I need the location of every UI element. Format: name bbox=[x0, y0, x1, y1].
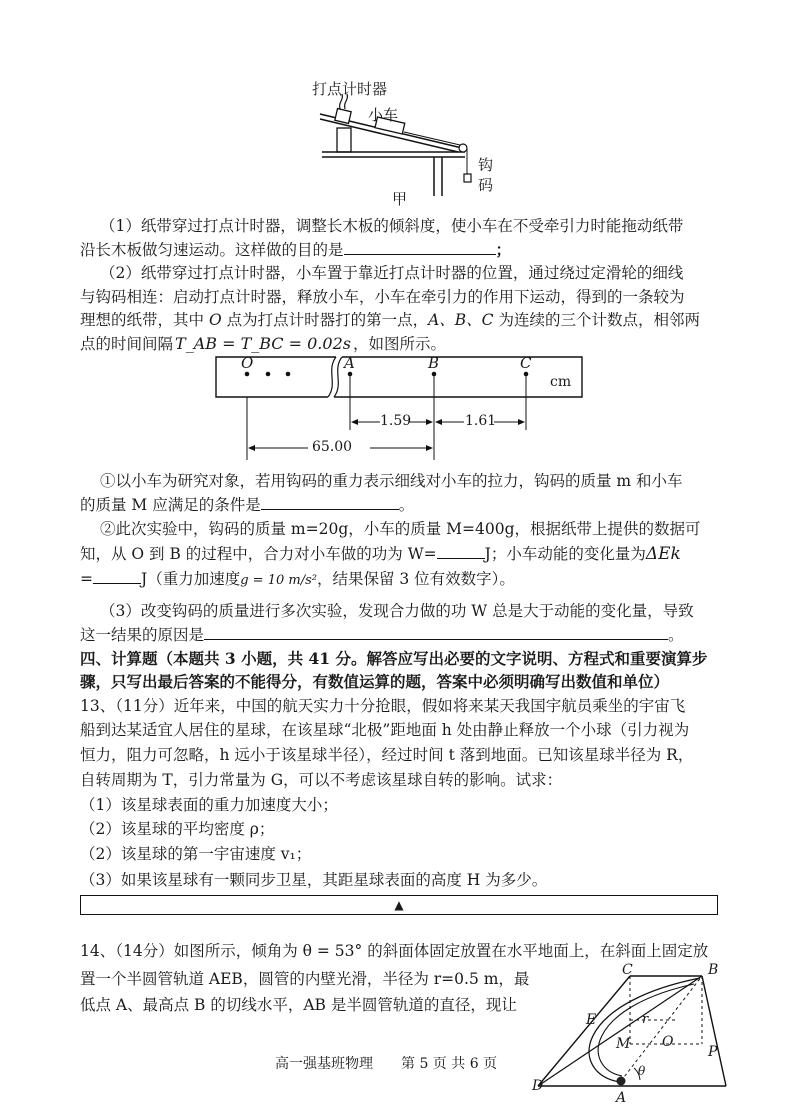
q12-s2-line2: 知，从 O 到 B 的过程中，合力对小车做的功为 W= J；小车动能的变化量为ΔEk bbox=[80, 544, 681, 564]
q13-item3: （2）该星球的第一宇宙速度 v₁； bbox=[80, 845, 312, 863]
q12-s1-line1: ①以小车为研究对象，若用钩码的重力表示细线对小车的拉力，钩码的质量 m 和小车 bbox=[100, 472, 683, 490]
string bbox=[404, 132, 460, 145]
fig-label-O: O bbox=[662, 1034, 674, 1050]
diagonal-DB bbox=[538, 976, 702, 1086]
fig-label-E: E bbox=[586, 1012, 597, 1028]
q13-item2: （2）该星球的平均密度 ρ； bbox=[80, 820, 275, 838]
fig-label-A: A bbox=[616, 1090, 627, 1106]
fig-label-C: C bbox=[622, 962, 633, 978]
dist-BC: 1.61 bbox=[465, 413, 497, 429]
tape-label-B: B bbox=[428, 354, 440, 372]
q12-p2-line3: 理想的纸带，其中 O 点为打点计时器打的第一点，A、B、C 为连续的三个计数点，相邻两 bbox=[80, 311, 700, 329]
fig-label-B: B bbox=[708, 962, 719, 978]
fig-label-D: D bbox=[532, 1078, 544, 1094]
label-cart: 小车 bbox=[368, 106, 399, 124]
page-footer: 高一强基班物理 第 5 页 共 6 页 bbox=[275, 1056, 498, 1072]
q13-line4: 自转周期为 T，引力常量为 G，可以不考虑该星球自转的影响。试求： bbox=[80, 771, 563, 789]
q12-p2-line4: 点的时间间隔 T_AB = T_BC = 0.02s ，如图所示。 bbox=[80, 334, 446, 353]
q13-line2: 船到达某适宜人居住的星球，在该星球“北极”距地面 h 处由静止释放一个小球（引力视为 bbox=[80, 721, 690, 739]
q12-s2-line1: ②此次实验中，钩码的质量 m=20g，小车的质量 M=400g，根据纸带上提供的数据可 bbox=[100, 520, 701, 538]
dot bbox=[286, 372, 291, 377]
dist-AB: 1.59 bbox=[380, 413, 412, 429]
fig-label-theta: θ bbox=[638, 1064, 646, 1078]
dashed-AB bbox=[621, 976, 702, 1081]
q13-line3: 恒力，阻力可忽略，h 远小于该星球半径），经过时间 t 落到地面。已知该星球半径为 R， bbox=[80, 746, 694, 764]
label-weight: 码 bbox=[478, 176, 494, 194]
answer-blank[interactable] bbox=[261, 495, 399, 510]
q12-p3-line1: （3）改变钩码的质量进行多次实验，发现合力做的功 W 总是大于动能的变化量，导致 bbox=[100, 602, 694, 620]
answer-marker: ▲ bbox=[394, 898, 404, 912]
tape-unit: cm bbox=[550, 374, 572, 390]
q12-s1-line2: 的质量 M 应满足的条件是 。 bbox=[80, 496, 415, 514]
section4-heading-line1: 四、计算题（本题共 3 小题，共 41 分。解答应写出必要的文字说明、方程式和重要演算步 bbox=[80, 649, 708, 668]
slope-line bbox=[538, 976, 630, 1086]
tape-label-O: O bbox=[241, 354, 254, 372]
figure-caption: 甲 bbox=[392, 190, 408, 208]
paper-tape-svg bbox=[210, 352, 590, 462]
q13-line1: 13、（11分）近年来，中国的航天实力十分抢眼，假如将来某天我国宇航员乘坐的宇宙飞 bbox=[80, 697, 686, 715]
ball bbox=[617, 1077, 626, 1086]
figure-incline-semicircle bbox=[530, 964, 730, 1107]
q14-line3: 低点 A、最高点 B 的切线水平，AB 是半圆管轨道的直径，现让 bbox=[80, 996, 517, 1014]
support-block bbox=[337, 128, 351, 152]
pulley bbox=[459, 144, 467, 152]
dot bbox=[266, 372, 271, 377]
q14-line1: 14、（14分）如图所示，倾角为 θ = 53° 的斜面体固定放置在水平地面上，在斜面上固定放 bbox=[80, 942, 709, 960]
figure-paper-tape bbox=[210, 352, 590, 462]
label-timer: 打点计时器 bbox=[312, 80, 388, 98]
label-weight: 钩 bbox=[478, 156, 494, 174]
fig-label-M: M bbox=[616, 1036, 631, 1052]
q14-line2: 置一个半圆管轨道 AEB，圆管的内壁光滑，半径为 r=0.5 m，最 bbox=[80, 970, 530, 988]
q12-p2-line1: （2）纸带穿过打点计时器，小车置于靠近打点计时器的位置，通过绕过定滑轮的细线 bbox=[100, 264, 684, 282]
answer-blank[interactable] bbox=[204, 625, 668, 640]
tape-break-right bbox=[334, 357, 342, 397]
tape-break-left bbox=[328, 357, 336, 397]
time-interval-formula: T_AB = T_BC = 0.02s bbox=[175, 334, 351, 353]
tape-right-edge bbox=[334, 354, 582, 397]
tape-left-edge bbox=[216, 354, 336, 397]
right-line bbox=[702, 976, 726, 1086]
delta-ek: ΔEk bbox=[645, 544, 681, 564]
fig-label-P: P bbox=[708, 1044, 718, 1060]
answer-box[interactable] bbox=[80, 895, 718, 915]
gravity-value: g = 10 m/s² bbox=[240, 573, 317, 588]
section4-heading-line2: 骤，只写出最后答案的不能得分，有数值运算的题，答案中必须明确写出数值和单位） bbox=[80, 672, 670, 691]
q12-p1-line1: （1）纸带穿过打点计时器，调整长木板的倾斜度，使小车在不受牵引力时能拖动纸带 bbox=[100, 217, 684, 235]
answer-blank[interactable] bbox=[344, 240, 496, 255]
q12-s2-line3: = J（重力加速度g = 10 m/s²，结果保留 3 位有效数字）。 bbox=[80, 570, 515, 588]
answer-blank[interactable] bbox=[437, 544, 485, 559]
tape-label-A: A bbox=[344, 354, 355, 372]
q12-p2-line2: 与钩码相连：启动打点计时器，释放小车，小车在牵引力的作用下运动，得到的一条较为 bbox=[80, 288, 685, 306]
q13-item1: （1）该星球表面的重力加速度大小； bbox=[80, 796, 338, 814]
dot-O bbox=[245, 372, 250, 377]
q12-p1-line2: 沿长木板做匀速运动。这样做的目的是 ； bbox=[80, 240, 512, 259]
tape-label-C: C bbox=[520, 354, 532, 372]
dist-OB: 65.00 bbox=[312, 439, 353, 455]
answer-blank[interactable] bbox=[93, 569, 141, 584]
timer-body bbox=[335, 109, 351, 124]
hook-weight bbox=[464, 174, 471, 182]
fig-label-r: r bbox=[642, 1012, 649, 1027]
q13-item4: （3）如果该星球有一颗同步卫星，其距星球表面的高度 H 为多少。 bbox=[80, 871, 548, 889]
figure-incline-apparatus bbox=[300, 78, 510, 206]
q12-p3-line2: 这一结果的原因是 。 bbox=[80, 626, 684, 644]
